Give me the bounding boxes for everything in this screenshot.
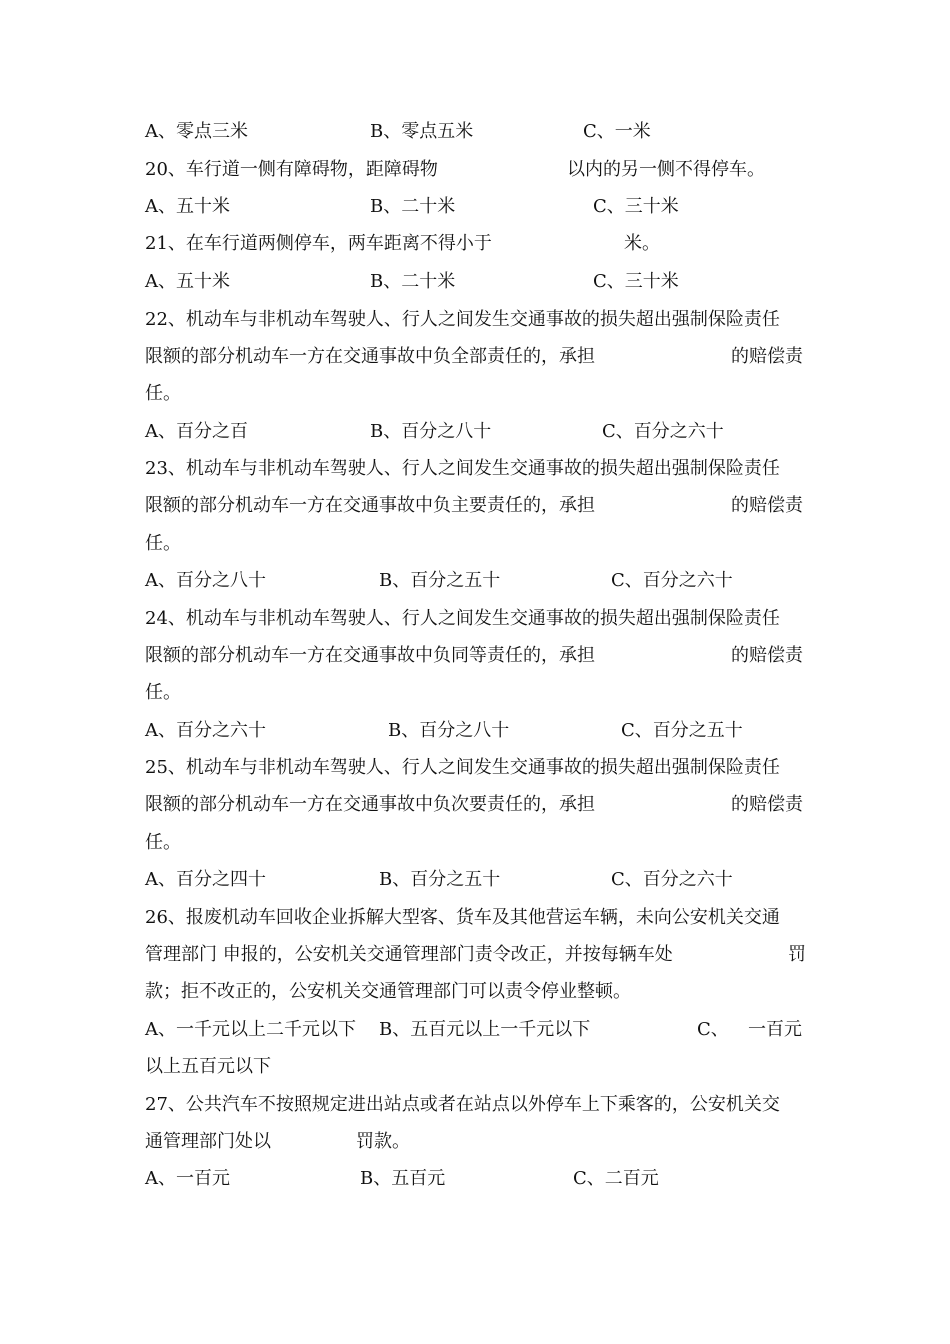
q24-stem-line2a: 限额的部分机动车一方在交通事故中负同等责任的，承担	[145, 645, 595, 666]
q25-option-c: C、百分之六十	[611, 869, 733, 890]
q20-option-c: C、三十米	[593, 196, 679, 217]
q27-option-c: C、二百元	[573, 1168, 659, 1189]
q27-stem-line2a: 通管理部门处以	[145, 1131, 271, 1152]
q22-stem-line1: 22、机动车与非机动车驾驶人、行人之间发生交通事故的损失超出强制保险责任	[145, 309, 780, 330]
q27-stem-line2b: 罚款。	[356, 1131, 410, 1152]
q19-option-b: B、零点五米	[370, 121, 474, 142]
q26-stem-line2b: 罚	[788, 944, 806, 965]
q26-option-b: B、五百元以上一千元以下	[379, 1019, 591, 1040]
q26-option-a: A、一千元以上二千元以下	[145, 1019, 356, 1040]
q26-stem-line3: 款；拒不改正的，公安机关交通管理部门可以责令停业整顿。	[145, 981, 631, 1002]
q22-option-a: A、百分之百	[145, 421, 248, 442]
q20-option-a: A、五十米	[145, 196, 230, 217]
q24-option-a: A、百分之六十	[145, 720, 266, 741]
q19-option-c: C、一米	[583, 121, 651, 142]
q23-stem-line2b: 的赔偿责	[731, 495, 803, 516]
q25-stem-line2b: 的赔偿责	[731, 794, 803, 815]
q22-option-b: B、百分之八十	[370, 421, 492, 442]
q21-stem-part1: 21、在车行道两侧停车，两车距离不得小于	[145, 233, 492, 254]
q23-stem-line2a: 限额的部分机动车一方在交通事故中负主要责任的，承担	[145, 495, 595, 516]
q22-stem-line3: 任。	[145, 383, 181, 404]
q25-option-a: A、百分之四十	[145, 869, 266, 890]
q24-stem-line1: 24、机动车与非机动车驾驶人、行人之间发生交通事故的损失超出强制保险责任	[145, 608, 780, 629]
q21-option-a: A、五十米	[145, 271, 230, 292]
q27-stem-line1: 27、公共汽车不按照规定进出站点或者在站点以外停车上下乘客的，公安机关交	[145, 1094, 780, 1115]
q24-option-b: B、百分之八十	[388, 720, 510, 741]
q25-stem-line3: 任。	[145, 832, 181, 853]
q23-option-c: C、百分之六十	[611, 570, 733, 591]
q24-stem-line2b: 的赔偿责	[731, 645, 803, 666]
q25-option-b: B、百分之五十	[379, 869, 501, 890]
q22-stem-line2b: 的赔偿责	[731, 346, 803, 367]
q25-stem-line1: 25、机动车与非机动车驾驶人、行人之间发生交通事故的损失超出强制保险责任	[145, 757, 780, 778]
q21-option-c: C、三十米	[593, 271, 679, 292]
q20-stem-part1: 20、车行道一侧有障碍物，距障碍物	[145, 159, 438, 180]
q23-stem-line1: 23、机动车与非机动车驾驶人、行人之间发生交通事故的损失超出强制保险责任	[145, 458, 780, 479]
q27-option-b: B、五百元	[360, 1168, 446, 1189]
q23-option-a: A、百分之八十	[145, 570, 266, 591]
q26-option-c-label: C、	[697, 1019, 729, 1040]
q27-option-a: A、一百元	[145, 1168, 230, 1189]
q21-option-b: B、二十米	[370, 271, 456, 292]
q26-option-c-text-continued: 以上五百元以下	[145, 1056, 271, 1077]
q24-option-c: C、百分之五十	[621, 720, 743, 741]
q23-option-b: B、百分之五十	[379, 570, 501, 591]
q25-stem-line2a: 限额的部分机动车一方在交通事故中负次要责任的，承担	[145, 794, 595, 815]
q22-option-c: C、百分之六十	[602, 421, 724, 442]
q24-stem-line3: 任。	[145, 682, 181, 703]
q26-stem-line2a: 管理部门 申报的，公安机关交通管理部门责令改正，并按每辆车处	[145, 944, 673, 965]
q26-stem-line1: 26、报废机动车回收企业拆解大型客、货车及其他营运车辆，未向公安机关交通	[145, 907, 780, 928]
q23-stem-line3: 任。	[145, 533, 181, 554]
q20-stem-part2: 以内的另一侧不得停车。	[567, 159, 765, 180]
q21-stem-part2: 米。	[624, 233, 660, 254]
q26-option-c-text: 一百元	[748, 1019, 802, 1040]
q22-stem-line2a: 限额的部分机动车一方在交通事故中负全部责任的，承担	[145, 346, 595, 367]
q20-option-b: B、二十米	[370, 196, 456, 217]
q19-option-a: A、零点三米	[145, 121, 248, 142]
